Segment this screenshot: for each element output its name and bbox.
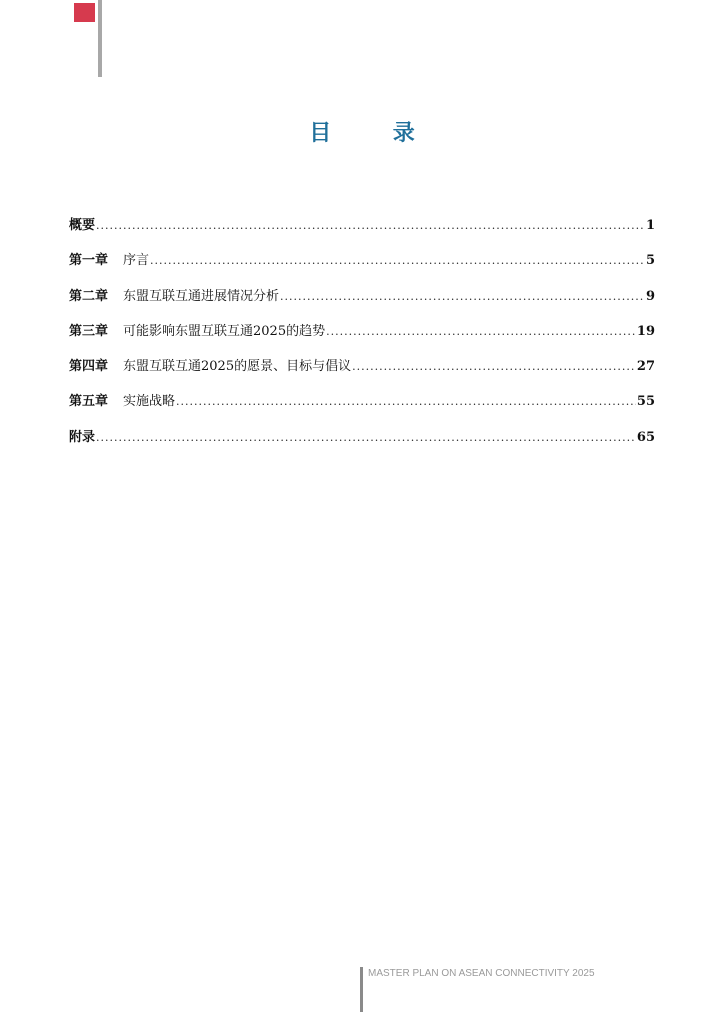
toc-leader-dots <box>352 360 636 373</box>
toc-page-number: 65 <box>636 429 655 445</box>
toc-entry-title: 实施战略 <box>123 394 176 410</box>
toc-chapter-label: 概要 <box>69 218 96 233</box>
toc-chapter-label: 第二章 <box>69 288 109 304</box>
toc-leader-dots <box>326 325 636 338</box>
toc-entry-chapter-4[interactable] <box>69 355 655 390</box>
toc-leader-dots <box>280 290 645 303</box>
toc-page-number: 55 <box>636 394 655 410</box>
toc-page-number: 5 <box>645 253 655 269</box>
toc-entry-appendix[interactable] <box>69 426 655 461</box>
toc-leader-dots <box>96 431 636 444</box>
toc-chapter-label: 第五章 <box>69 394 109 410</box>
toc-page-number: 19 <box>636 323 655 339</box>
toc-entry-chapter-5[interactable] <box>69 390 655 425</box>
footer-running-title: MASTER PLAN ON ASEAN CONNECTIVITY 2025 <box>368 968 595 979</box>
toc-entry-chapter-1[interactable] <box>69 249 655 284</box>
toc-entry-title: 东盟互联互通进展情况分析 <box>123 288 280 304</box>
toc-page-number: 9 <box>645 288 655 304</box>
page-title: 目 录 <box>309 120 435 146</box>
toc-entry-summary[interactable] <box>69 214 655 249</box>
toc-chapter-label: 第一章 <box>69 253 109 269</box>
toc-entry-title: 可能影响东盟互联互通2025的趋势 <box>123 323 326 339</box>
toc-page-number: 1 <box>645 218 655 233</box>
toc-page-number: 27 <box>636 359 655 375</box>
decorative-red-square <box>74 3 95 22</box>
toc-entry-title: 序言 <box>123 253 150 269</box>
toc-leader-dots <box>176 395 636 408</box>
toc-entry-title: 东盟互联互通2025的愿景、目标与倡议 <box>123 359 352 375</box>
toc-entry-chapter-2[interactable] <box>69 285 655 320</box>
decorative-gray-bar <box>98 0 102 77</box>
footer-divider-bar <box>360 967 363 1012</box>
toc-chapter-label: 第三章 <box>69 323 109 339</box>
toc-chapter-label: 第四章 <box>69 359 109 375</box>
table-of-contents <box>69 214 655 461</box>
toc-chapter-label: 附录 <box>69 429 96 445</box>
toc-leader-dots <box>96 219 645 232</box>
toc-entry-chapter-3[interactable] <box>69 320 655 355</box>
toc-leader-dots <box>150 254 645 267</box>
